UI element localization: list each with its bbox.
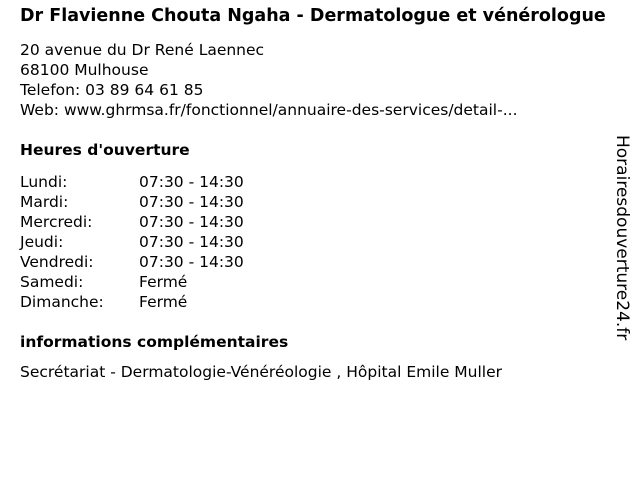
hours-time-value: 07:30 - 14:30	[139, 193, 244, 211]
hours-row-saturday	[20, 272, 616, 292]
opening-hours-heading: Heures d'ouverture	[20, 141, 190, 159]
hours-day-label: Jeudi:	[20, 233, 64, 251]
hours-time-value: 07:30 - 14:30	[139, 253, 244, 271]
hours-time-value: Fermé	[139, 273, 188, 291]
hours-row-thursday	[20, 232, 616, 252]
hours-day-label: Mercredi:	[20, 213, 93, 231]
hours-day-label: Vendredi:	[20, 253, 94, 271]
hours-time-value: 07:30 - 14:30	[139, 233, 244, 251]
additional-info-heading: informations complémentaires	[20, 333, 289, 351]
hours-row-sunday	[20, 292, 616, 312]
hours-day-label: Samedi:	[20, 273, 84, 291]
hours-row-friday	[20, 252, 616, 272]
listing-title: Dr Flavienne Chouta Ngaha - Dermatologue et vénérologue	[20, 6, 606, 26]
phone-number[interactable]: Telefon: 03 89 64 61 85	[20, 81, 204, 99]
hours-day-label: Dimanche:	[20, 293, 104, 311]
contact-block	[20, 40, 616, 120]
additional-info-text: Secrétariat - Dermatologie-Vénéréologie , Hôpital Emile Muller	[20, 363, 503, 381]
hours-time-value: 07:30 - 14:30	[139, 213, 244, 231]
hours-row-monday	[20, 172, 616, 192]
website-link[interactable]: Web: www.ghrmsa.fr/fonctionnel/annuaire-des-services/detail-...	[20, 101, 518, 119]
hours-day-label: Lundi:	[20, 173, 68, 191]
opening-hours-table	[20, 172, 616, 312]
hours-time-value: 07:30 - 14:30	[139, 173, 244, 191]
address-city: 68100 Mulhouse	[20, 61, 149, 79]
hours-row-tuesday	[20, 192, 616, 212]
listing-content	[20, 6, 616, 382]
site-watermark: Horairesdouverture24.fr	[612, 135, 632, 341]
hours-row-wednesday	[20, 212, 616, 232]
hours-day-label: Mardi:	[20, 193, 69, 211]
address-street: 20 avenue du Dr René Laennec	[20, 41, 265, 59]
hours-time-value: Fermé	[139, 293, 188, 311]
